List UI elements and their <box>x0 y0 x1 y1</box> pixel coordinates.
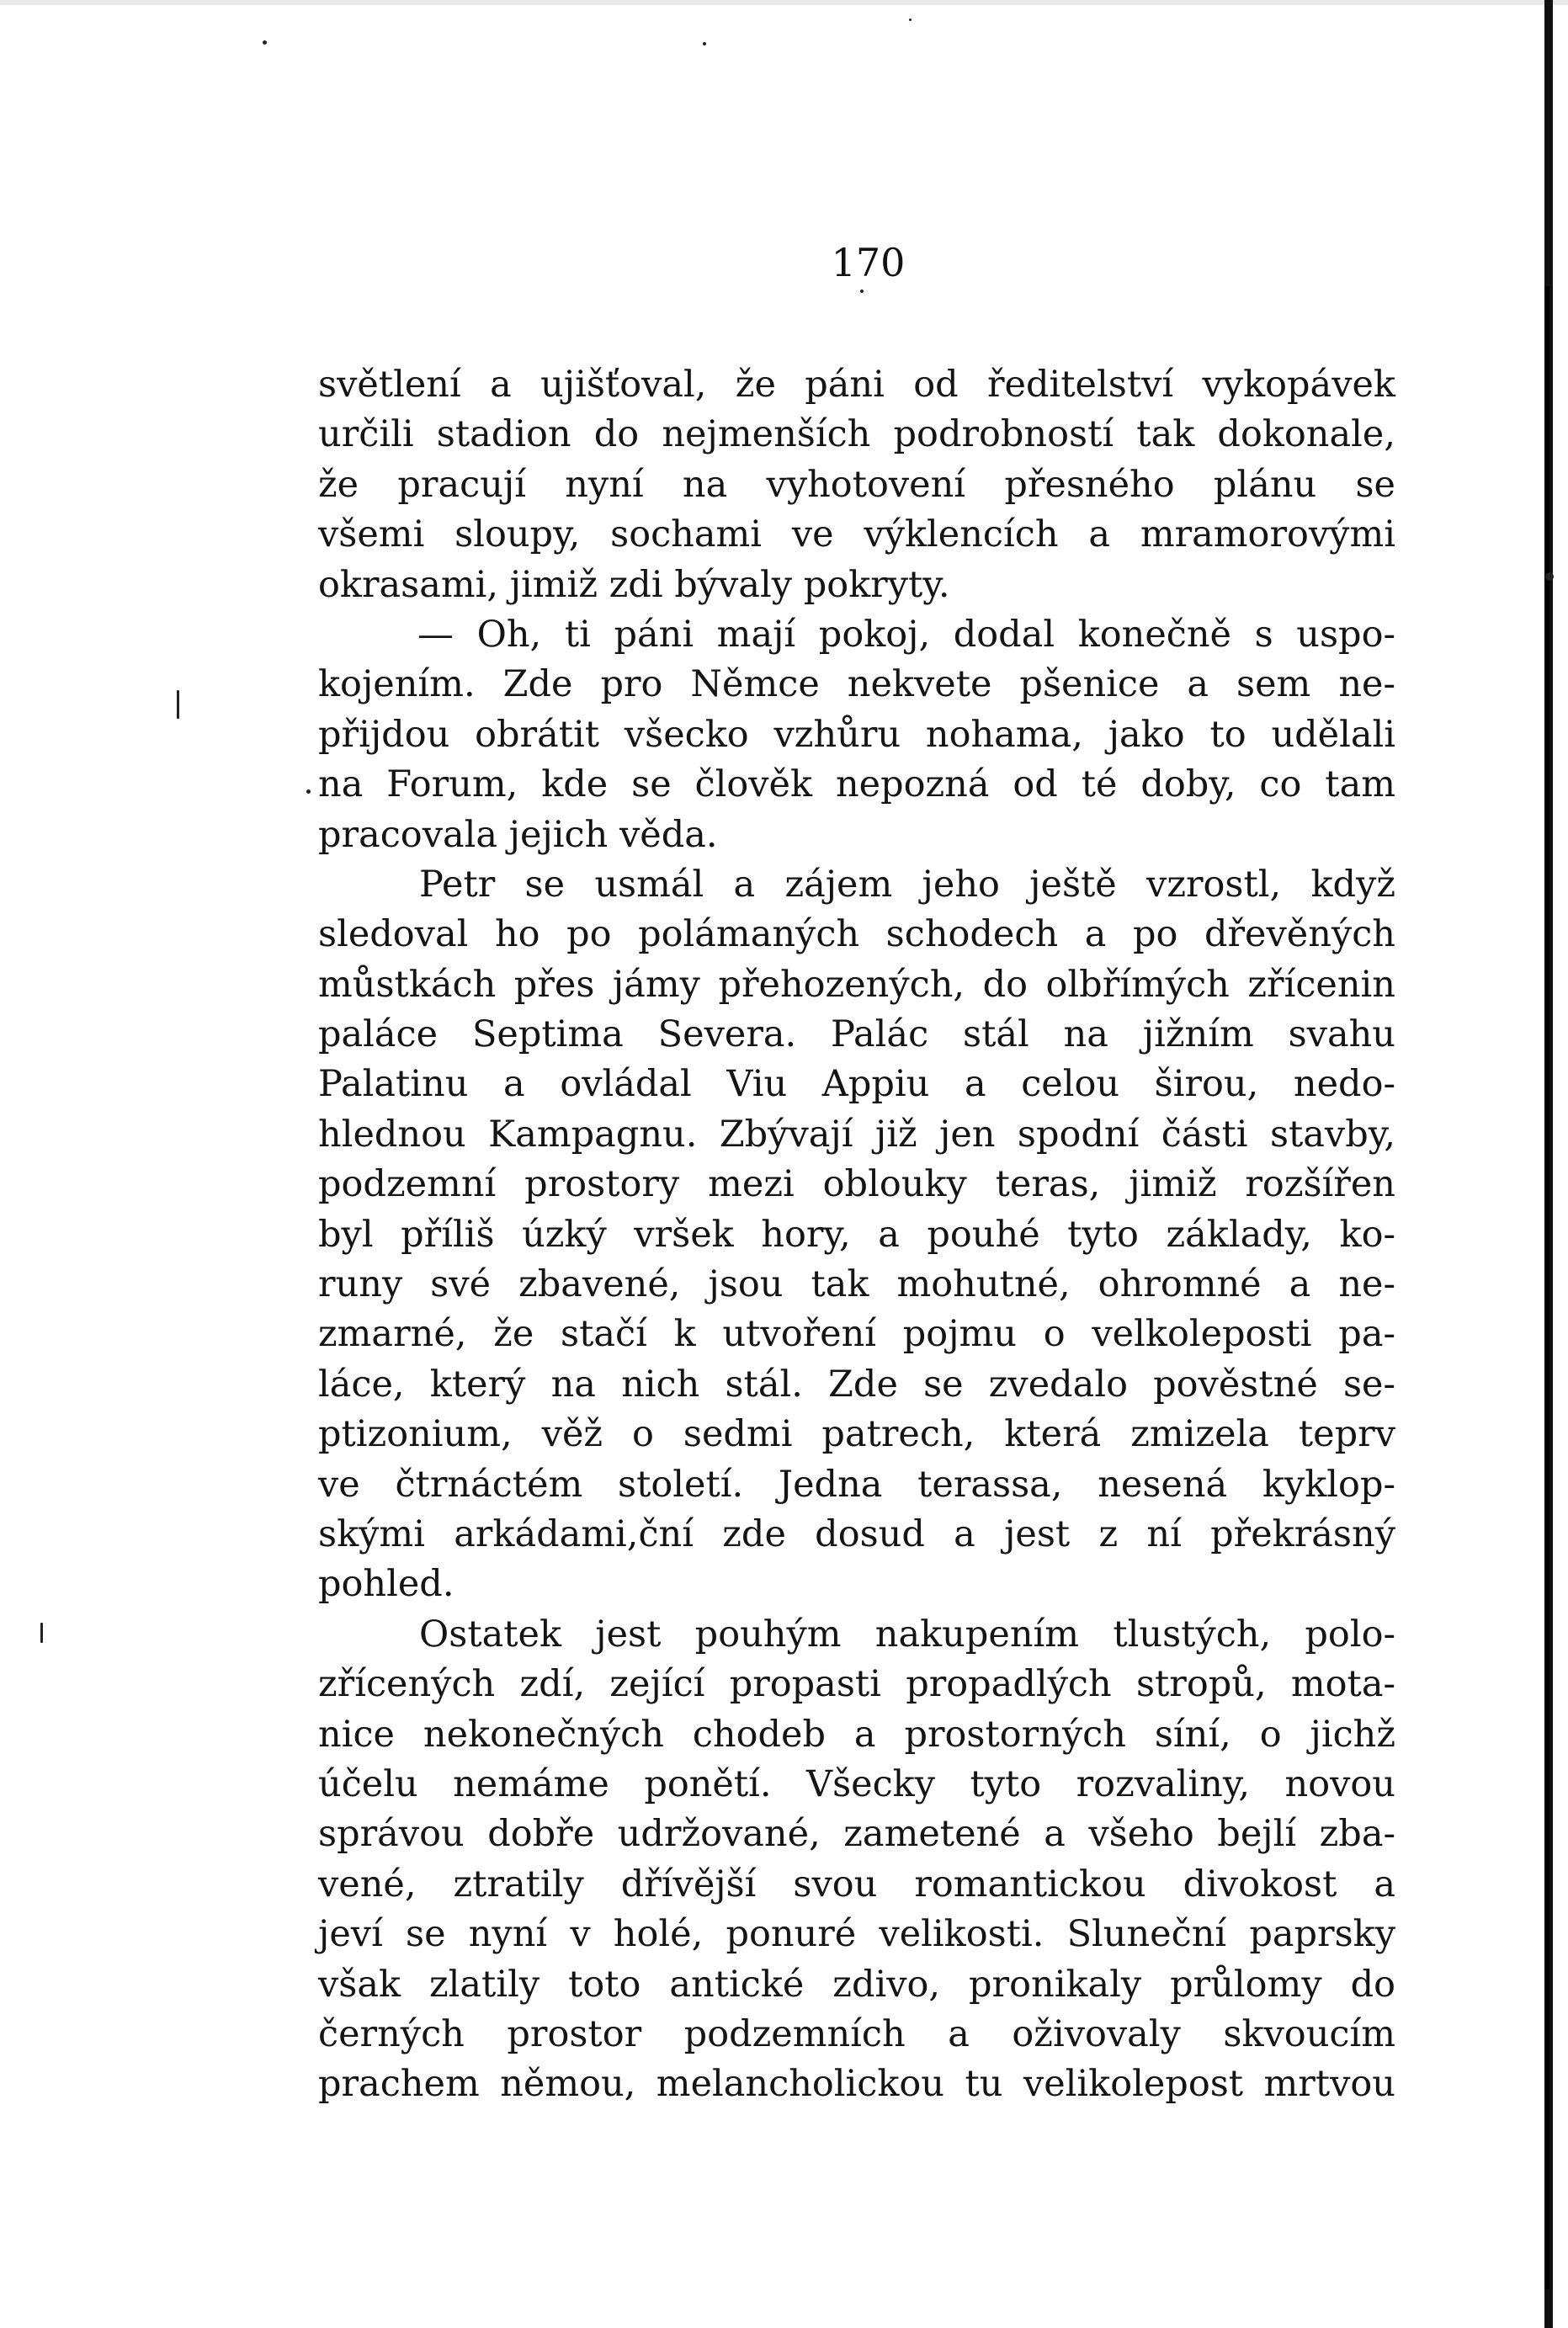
text-line: ve čtrnáctém století. Jedna terassa, nesená kyklop- <box>318 1463 1395 1506</box>
paper-speck <box>860 290 864 293</box>
paper-speck <box>1545 572 1554 581</box>
text-line: — Oh, ti páni mají pokoj, dodal konečně s uspo- <box>417 613 1395 656</box>
text-line: ptizonium, věž o sedmi patrech, která zmizela teprv <box>318 1413 1395 1456</box>
text-line: podzemní prostory mezi oblouky teras, jimiž rozšířen <box>318 1163 1395 1206</box>
text-line: na Forum, kde se člověk nepozná od té doby, co tam <box>318 763 1395 806</box>
text-line: všemi sloupy, sochami ve výklencích a mramorovými <box>318 513 1395 556</box>
text-line: nice nekonečných chodeb a prostorných síní, o jichž <box>318 1713 1395 1756</box>
text-line: hlednou Kampagnu. Zbývají již jen spodní části stavby, <box>318 1113 1395 1156</box>
text-line: Petr se usmál a zájem jeho ještě vzrostl, když <box>419 863 1395 906</box>
text-line: pracovala jejich věda. <box>318 813 718 856</box>
text-line: kojením. Zde pro Němce nekvete pšenice a sem ne- <box>318 663 1395 706</box>
text-line: Ostatek jest pouhým nakupením tlustých, polo- <box>419 1613 1395 1656</box>
text-line: sledoval ho po polámaných schodech a po dřevěných <box>318 913 1395 956</box>
text-line: zřícených zdí, zející propasti propadlých stropů, mota- <box>318 1663 1395 1706</box>
text-line: světlení a ujišťoval, že páni od ředitelství vykopávek <box>318 364 1395 406</box>
text-line: přijdou obrátit všecko vzhůru nohama, jako to udělali <box>318 713 1395 756</box>
text-line: určili stadion do nejmenších podrobností tak dokonale, <box>318 413 1395 456</box>
text-line: Palatinu a ovládal Viu Appiu a celou širou, nedo- <box>318 1063 1395 1106</box>
text-line: správou dobře udržované, zametené a všeho bejlí zba- <box>318 1813 1395 1856</box>
text-line: účelu nemáme ponětí. Všecky tyto rozvaliny, novou <box>318 1762 1395 1805</box>
text-line: prachem němou, melancholickou tu velikolepost mrtvou <box>318 2063 1395 2106</box>
text-line: paláce Septima Severa. Palác stál na jižním svahu <box>318 1013 1395 1056</box>
text-line: pohled. <box>318 1563 454 1606</box>
text-line: zmarné, že stačí k utvoření pojmu o velkoleposti pa- <box>318 1313 1395 1356</box>
text-line: jeví se nyní v holé, ponuré velikosti. Sluneční paprsky <box>318 1913 1395 1956</box>
text-line: byl příliš úzký vršek hory, a pouhé tyto základy, ko- <box>318 1213 1395 1256</box>
text-line: však zlatily toto antické zdivo, pronikaly průlomy do <box>318 1963 1395 2006</box>
text-line: vené, ztratily dřívější svou romantickou divokost a <box>318 1863 1395 1905</box>
paper-speck <box>306 789 311 794</box>
paper-speck <box>909 19 912 21</box>
text-line: okrasami, jimiž zdi bývaly pokryty. <box>318 563 950 606</box>
paper-speck <box>177 690 179 719</box>
text-line: můstkách přes jámy přehozených, do olbřímých zřícenin <box>318 963 1395 1006</box>
text-line: runy své zbavené, jsou tak mohutné, ohromné a ne- <box>318 1263 1395 1306</box>
text-line: láce, který na nich stál. Zde se zvedalo pověstné se- <box>318 1363 1395 1406</box>
paper-speck <box>703 42 706 45</box>
paper-speck <box>263 40 267 45</box>
text-line: černých prostor podzemních a oživovaly skvoucím <box>318 2012 1395 2055</box>
paper-speck <box>40 1623 43 1643</box>
page-top-edge <box>0 0 1568 5</box>
page-right-shadow <box>1544 286 1549 2289</box>
text-line: skými arkádami,ční zde dosud a jest z ní překrásný <box>318 1512 1395 1555</box>
body-text <box>318 360 1395 2110</box>
page-number: 170 <box>831 240 906 285</box>
text-line: že pracují nyní na vyhotovení přesného plánu se <box>318 463 1395 506</box>
